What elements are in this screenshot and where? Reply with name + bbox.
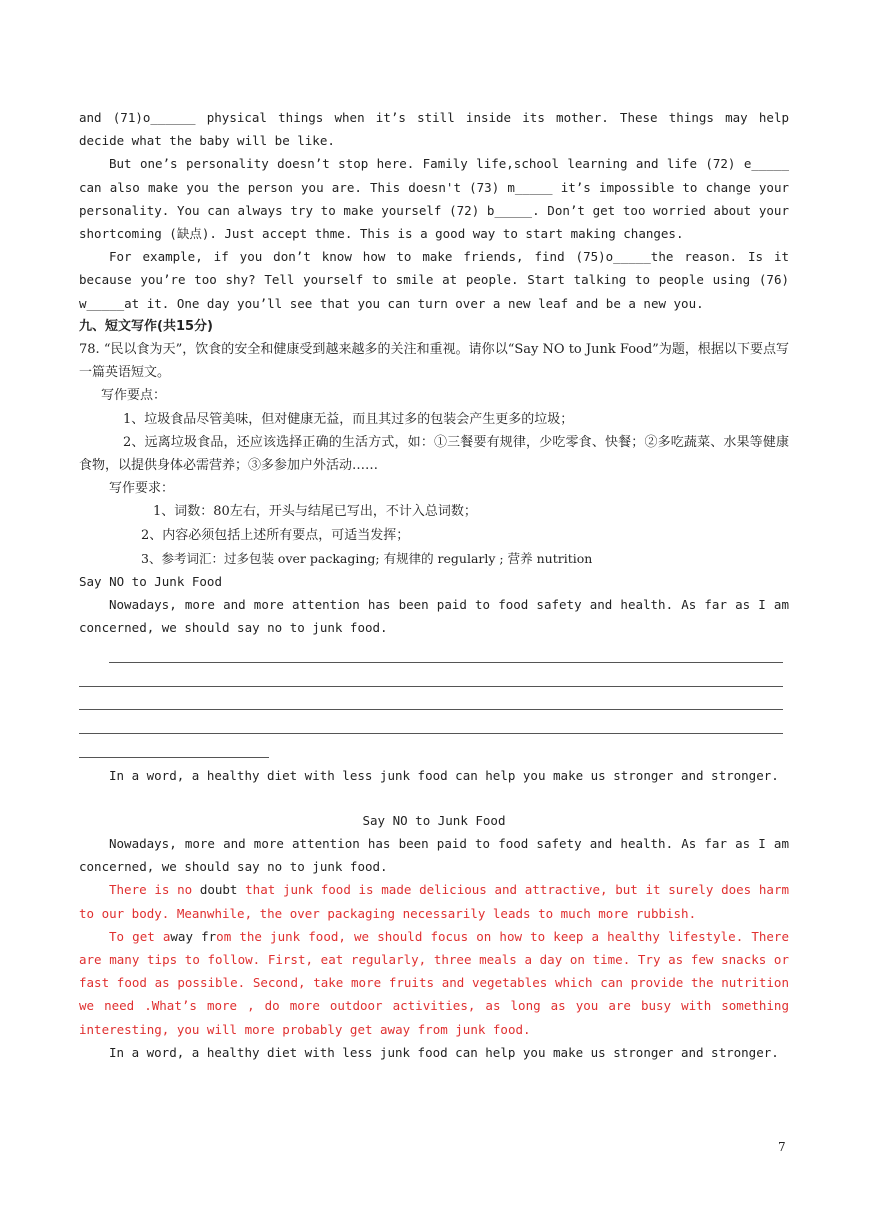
requirements-label: 写作要求：	[109, 481, 175, 497]
requirement-2: 2、内容必须包括上述所有要点，可适当发挥；	[141, 527, 410, 543]
answer-line[interactable]	[79, 663, 783, 687]
model-answer-paragraph-1	[79, 878, 789, 924]
answer-line[interactable]	[79, 710, 783, 734]
cloze-paragraph-1: and (71)o______ physical things when it’s still inside its mother. These things may help decide what the baby will be like.	[79, 110, 789, 149]
model-answer-opening: Nowadays, more and more attention has been paid to food safety and health. As far as I am concerned, we should say no to junk food.	[79, 836, 789, 875]
section-heading: 九、短文写作(共15分)	[79, 318, 213, 334]
model-answer-closing: In a word, a healthy diet with less junk food can help you make us stronger and stronger.	[109, 1044, 779, 1060]
cloze-paragraph-3: For example, if you don’t know how to make friends, find (75)o_____the reason. Is it because you’re too shy? Tell yourself to smile at people. Start talking to people using (76) w_____at it. One day you’ll see that you can turn over a new leaf and be a new you.	[79, 249, 789, 311]
requirement-3: 3、参考词汇：过多包装 over packaging; 有规律的 regularly ; 营养 nutrition	[141, 550, 593, 566]
model-answer-title: Say NO to Junk Food	[362, 812, 506, 828]
points-label: 写作要点：	[101, 388, 167, 404]
answer-text: om the junk food, we should focus on how to keep a healthy lifestyle. There are many tips to follow. First, eat regularly, three meals a day on time. Try as few snacks or fast food as possible. Second, take more fruits and vegetables which can provide the nutrition we need .What’s more , do more outdoor activities, as long as you are busy with something interesting, you will more probably get away from junk food.	[79, 928, 789, 1037]
answer-line[interactable]	[109, 640, 783, 664]
essay-opening: Nowadays, more and more attention has been paid to food safety and health. As far as I am concerned, we should say no to junk food.	[79, 597, 789, 636]
answer-text: that junk food is made delicious and attractive, but it surely does harm to our body. Meanwhile, the over packaging necessarily leads to much more rubbish.	[79, 882, 789, 921]
spacer	[79, 787, 789, 809]
answer-text: To get a	[109, 928, 171, 944]
essay-closing: In a word, a healthy diet with less junk food can help you make us stronger and stronger.	[109, 767, 779, 783]
point-1: 1、垃圾食品尽管美味，但对健康无益，而且其过多的包装会产生更多的垃圾；	[123, 411, 574, 427]
page-number: 7	[778, 1140, 786, 1154]
model-answer-paragraph-2	[79, 925, 789, 1041]
answer-text: way fr	[170, 928, 217, 944]
answer-text: doubt	[199, 882, 238, 898]
answer-text: There is no	[109, 882, 200, 898]
answer-line[interactable]	[79, 734, 269, 758]
essay-title: Say NO to Junk Food	[79, 574, 222, 590]
page-content	[79, 106, 789, 1064]
writing-prompt: 78. “民以食为天”，饮食的安全和健康受到越来越多的关注和重视。请你以“Say NO to Junk Food”为题，根据以下要点写一篇英语短文。	[79, 342, 789, 381]
cloze-paragraph-2: But one’s personality doesn’t stop here. Family life,school learning and life (72) e_____ can also make you the person you are. This doesn't (73) m_____ it’s impossible to change your personality. You can always try to make yourself (72) b_____. Don’t get too worried about your shortcoming (缺点). Just accept thme. This is a good way to start making changes.	[79, 156, 789, 242]
answer-line[interactable]	[79, 687, 783, 711]
point-2: 2、远离垃圾食品，还应该选择正确的生活方式，如：①三餐要有规律，少吃零食、快餐；②多吃蔬菜、水果等健康食物，以提供身体必需营养；③多参加户外活动……	[79, 434, 789, 474]
requirement-1: 1、词数：80左右，开头与结尾已写出，不计入总词数；	[153, 504, 477, 520]
